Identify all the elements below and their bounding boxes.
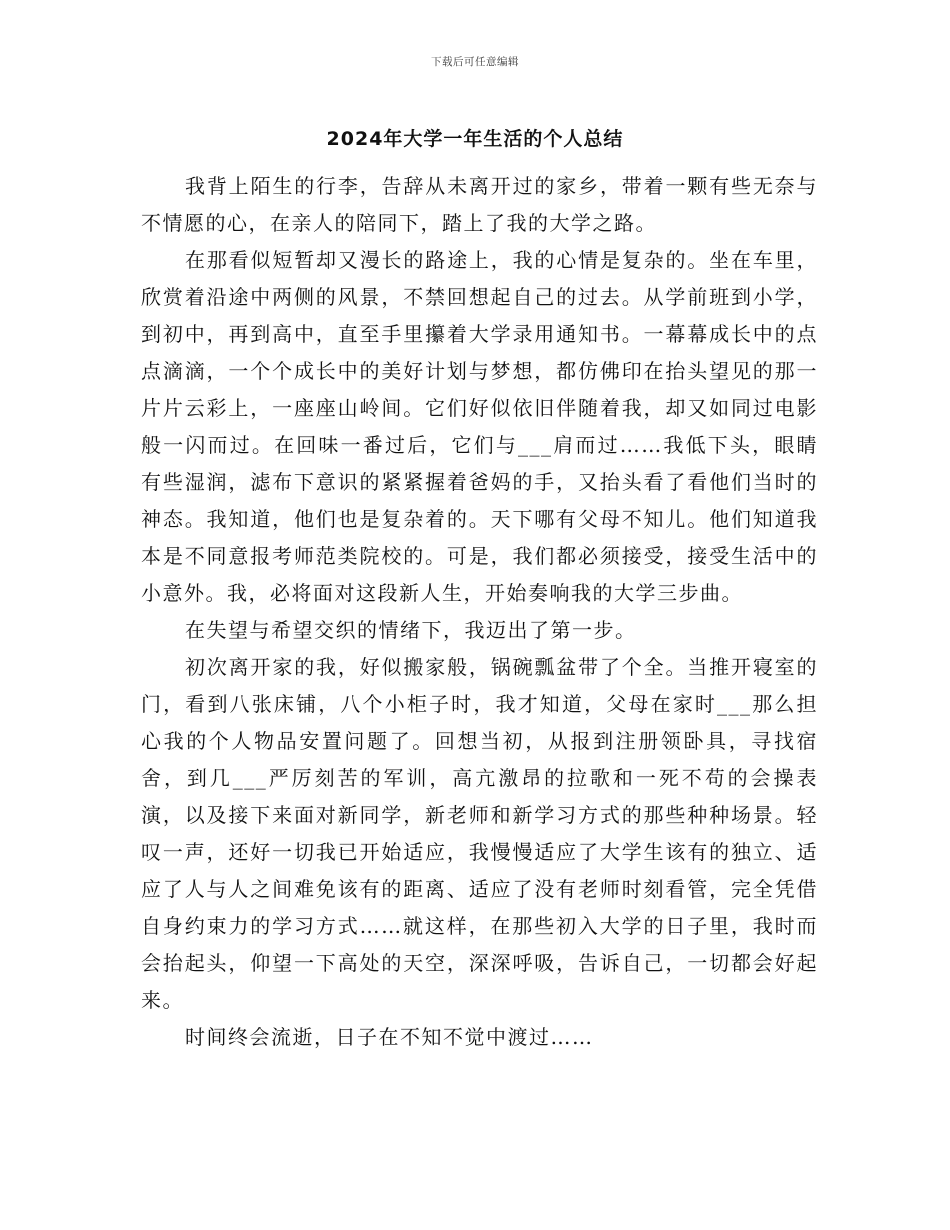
paragraph-2: 在那看似短暂却又漫长的路途上，我的心情是复杂的。坐在车里，欣赏着沿途中两侧的风景，不禁回想起自己的过去。从学前班到小学，到初中，再到高中，直至手里攥着大学录用通知书。一幕幕成长中的点点滴滴，一个个成长中的美好计划与梦想，都仿佛印在抬头望见的那一片片云彩上，一座座山岭间。它们好似依旧伴随着我，却又如同过电影般一闪而过。在回味一番过后，它们与___肩而过……我低下头，眼睛有些湿润，滤布下意识的紧紧握着爸妈的手，又抬头看了看他们当时的神态。我知道，他们也是复杂着的。天下哪有父母不知儿。他们知道我本是不同意报考师范类院校的。可是，我们都必须接受，接受生活中的小意外。我，必将面对这段新人生，开始奏响我的大学三步曲。 xyxy=(141,248,818,605)
paragraph-3: 在失望与希望交织的情绪下，我迈出了第一步。 xyxy=(185,618,637,642)
document-body xyxy=(141,168,818,1056)
page-header-note: 下载后可任意编辑 xyxy=(431,56,519,68)
paragraph-4: 初次离开家的我，好似搬家般，锅碗瓢盆带了个全。当推开寝室的门，看到八张床铺，八个小柜子时，我才知道，父母在家时___那么担心我的个人物品安置问题了。回想当初，从报到注册领卧具，寻找宿舍，到几___严厉刻苦的军训，高亢激昂的拉歌和一死不苟的会操表演，以及接下来面对新同学，新老师和新学习方式的那些种种场景。轻叹一声，还好一切我已开始适应，我慢慢适应了大学生该有的独立、适应了人与人之间难免该有的距离、适应了没有老师时刻看管，完全凭借自身约束力的学习方式……就这样，在那些初入大学的日子里，我时而会抬起头，仰望一下高处的天空，深深呼吸，告诉自己，一切都会好起来。 xyxy=(141,655,818,1012)
paragraph-1: 我背上陌生的行李，告辞从未离开过的家乡，带着一颗有些无奈与不情愿的心，在亲人的陪同下，踏上了我的大学之路。 xyxy=(141,174,818,235)
paragraph-5: 时间终会流逝，日子在不知不觉中渡过…… xyxy=(185,1025,594,1049)
document-title: 2024年大学一年生活的个人总结 xyxy=(326,128,624,150)
